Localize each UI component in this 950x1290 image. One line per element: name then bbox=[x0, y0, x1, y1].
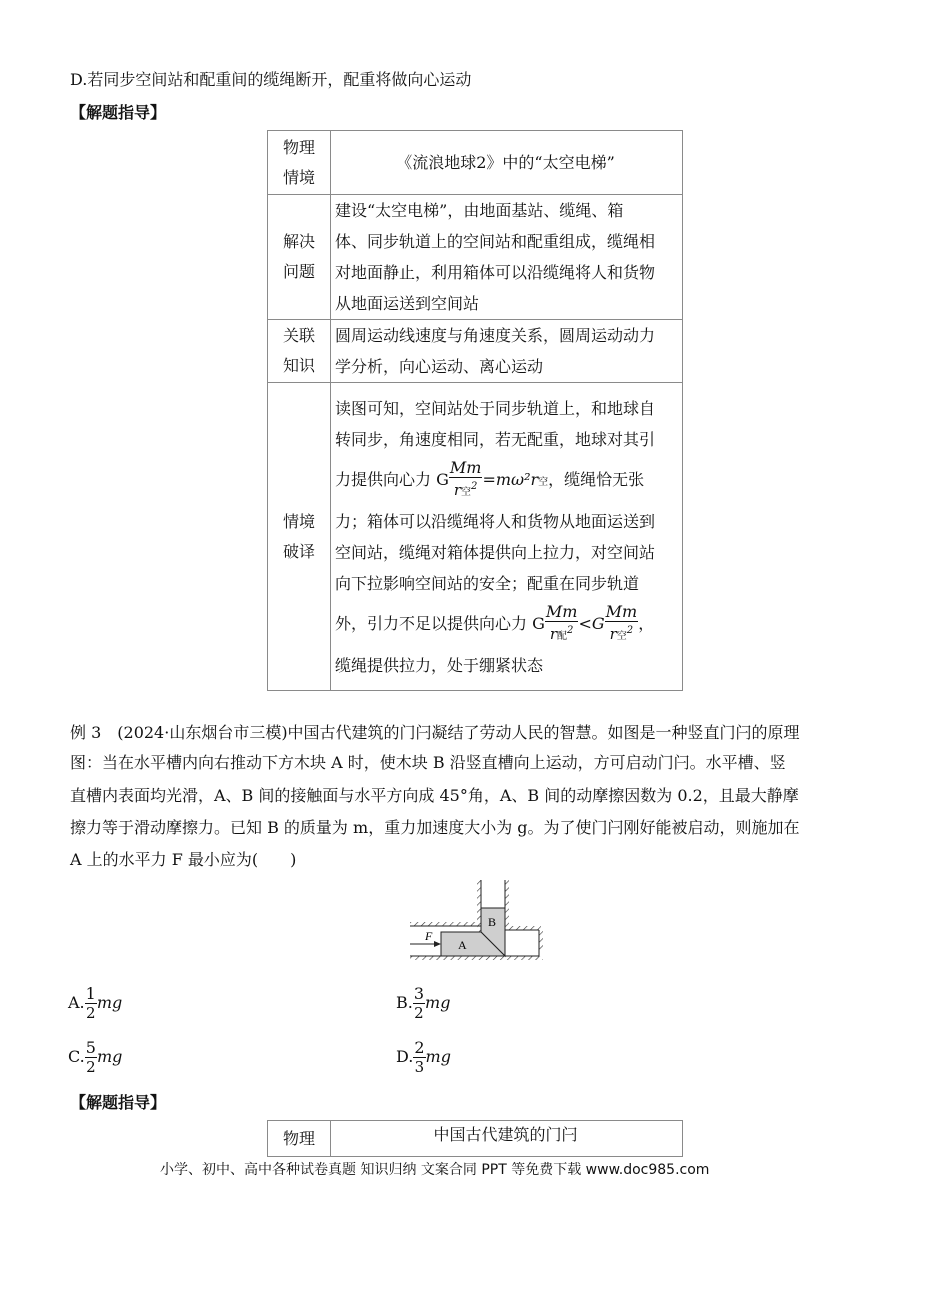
formula-1: 力提供向心力 G $\frac{Mm}{r空^2}$ =mω²r空，缆绳恰无张 bbox=[335, 457, 645, 499]
option-d-previous: D.若同步空间站和配重间的缆绳断开，配重将做向心运动 bbox=[70, 70, 472, 89]
guide-table-2 bbox=[267, 1120, 683, 1157]
option-b[interactable]: B. $\frac{3}{2}$ mg bbox=[396, 984, 451, 1022]
block-b-label: B bbox=[488, 915, 497, 929]
example-3-line-1: 例 3 (2024·山东烟台市三模)中国古代建筑的门闩凝结了劳动人民的智慧。如图是一种竖直门闩的原理 bbox=[70, 723, 800, 742]
row-label: 关联知识 bbox=[268, 320, 331, 383]
row-label: 情境破译 bbox=[268, 383, 331, 691]
example-3-line-5: A 上的水平力 F 最小应为( ) bbox=[70, 850, 297, 869]
row-text: 中国古代建筑的门闩 bbox=[331, 1121, 683, 1157]
formula-2: 外，引力不足以提供向心力 G $\frac{Mm}{r配^2}$ <G $\frac{Mm}{r空^2}$ ， bbox=[335, 601, 655, 643]
guide-table-1 bbox=[267, 130, 683, 691]
example-3-line-2: 图：当在水平槽内向右推动下方木块 A 时，使木块 B 沿竖直槽向上运动，方可启动门闩。水平槽、竖 bbox=[70, 753, 786, 772]
row-label: 解决问题 bbox=[268, 195, 331, 320]
option-c[interactable]: C. $\frac{5}{2}$ mg bbox=[68, 1038, 123, 1076]
guide-header-2: 【解题指导】 bbox=[70, 1093, 167, 1112]
block-a-label: A bbox=[458, 938, 467, 952]
row-text: 圆周运动线速度与角速度关系，圆周运动动力 学分析，向心运动、离心运动 bbox=[331, 320, 683, 383]
row-label: 物理情境 bbox=[268, 131, 331, 195]
door-latch-diagram bbox=[405, 878, 545, 970]
option-d[interactable]: D. $\frac{2}{3}$ mg bbox=[396, 1038, 451, 1076]
footer: 小学、初中、高中各种试卷真题 知识归纳 文案合同 PPT 等免费下载 www.doc985.com bbox=[160, 1162, 710, 1178]
example-3-line-3: 直槽内表面均光滑，A、B 间的接触面与水平方向成 45°角，A、B 间的动摩擦因数为 0.2，且最大静摩 bbox=[70, 786, 799, 805]
example-3-line-4: 擦力等于滑动摩擦力。已知 B 的质量为 m，重力加速度大小为 g。为了使门闩刚好能被启动，则施加在 bbox=[70, 818, 800, 837]
row-text: 《流浪地球2》中的“太空电梯” bbox=[331, 131, 683, 195]
row-label: 物理 bbox=[268, 1121, 331, 1157]
guide-header: 【解题指导】 bbox=[70, 103, 167, 122]
option-a[interactable]: A. $\frac{1}{2}$ mg bbox=[68, 984, 123, 1022]
force-label: F bbox=[425, 929, 433, 943]
row-text: 建设“太空电梯”，由地面基站、缆绳、箱 体、同步轨道上的空间站和配重组成，缆绳相 对地面静止，利用箱体可以沿缆绳将人和货物 从地面运送到空间站 bbox=[331, 195, 683, 320]
row-text: 读图可知，空间站处于同步轨道上，和地球自 转同步，角速度相同，若无配重，地球对其引 力提供向心力 G $\frac{Mm}{r空^2}$ =mω²r空，缆绳恰无张 力；箱体可以沿缆绳将人和货物从地面运送到 空间站，缆绳对箱体提供向上拉力，对空间站 向下拉影响空间站的安全；配重在同步轨道 外，引力不足以提供向心力 G $\frac{Mm}{r配^2}$ <G $\frac{Mm}{r空^2}$ ， 缆绳提供拉力，处于绷紧状态 bbox=[331, 383, 683, 691]
